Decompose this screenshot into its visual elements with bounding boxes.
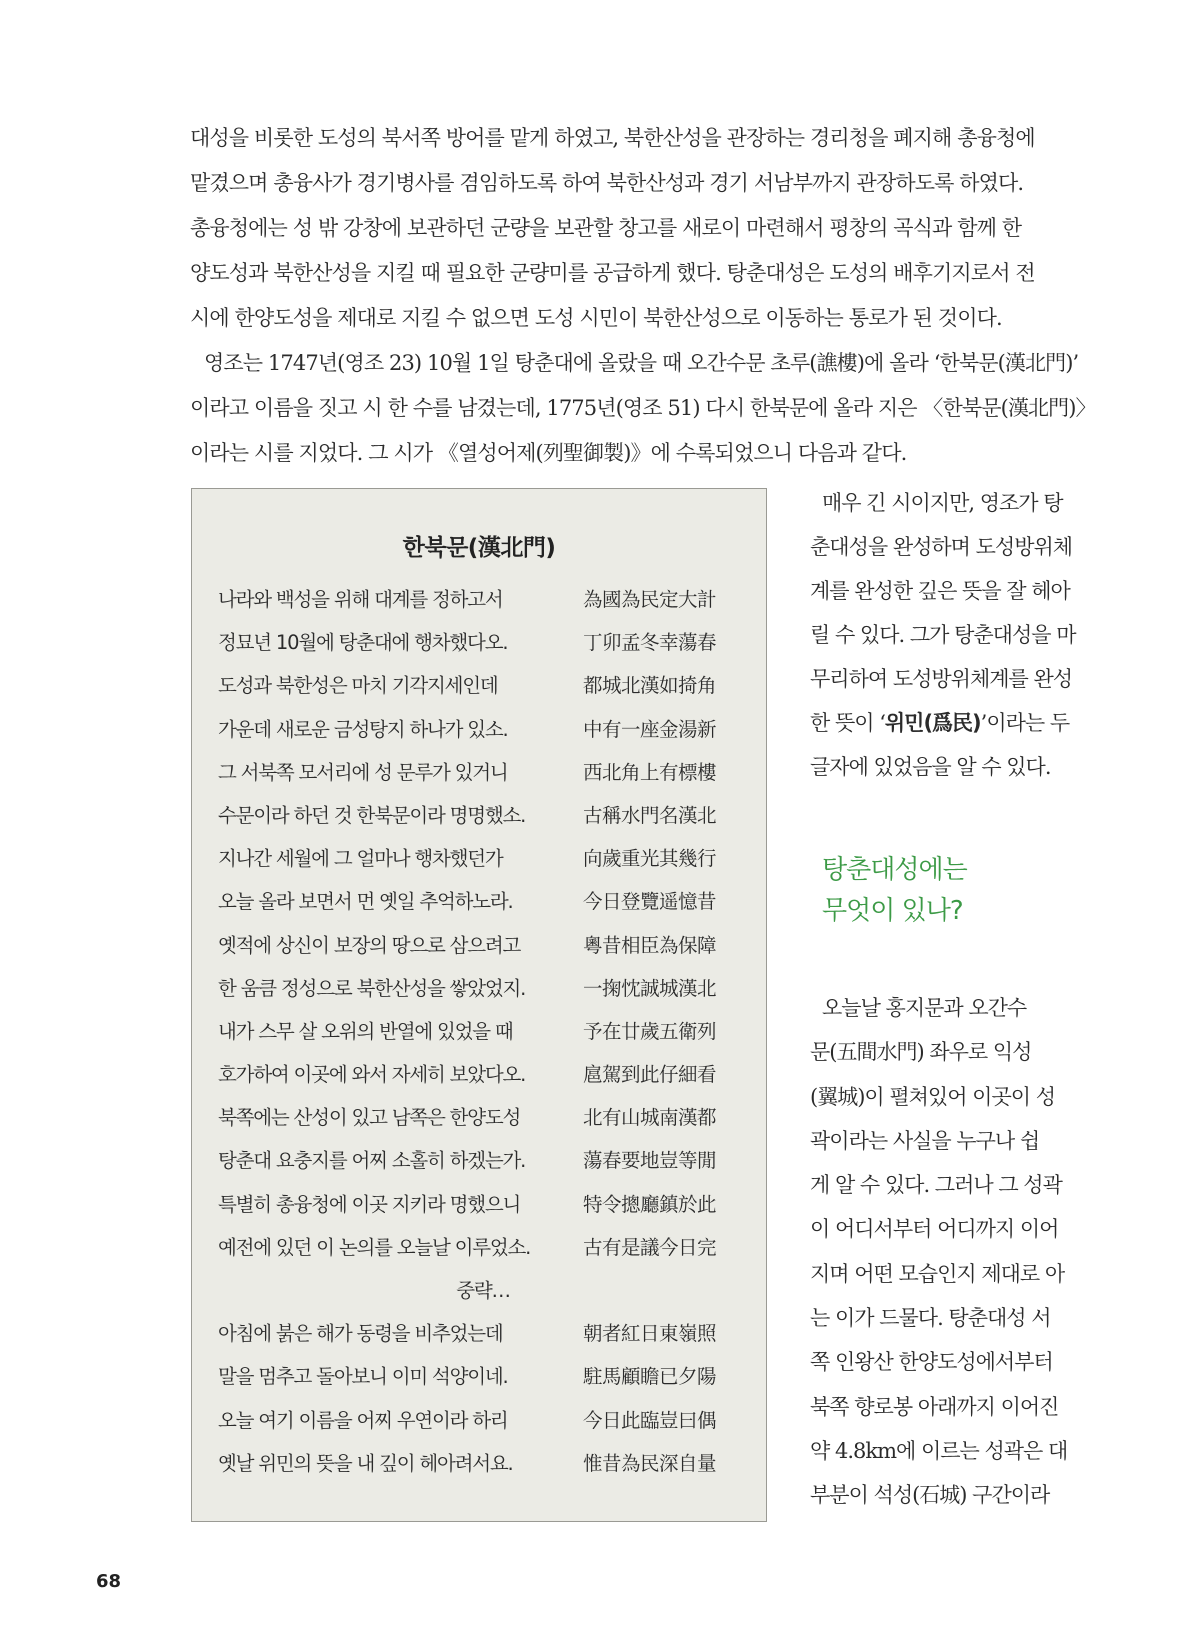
poem-hanja: 粵昔相臣為保障: [583, 933, 717, 957]
poem-hanja: 丁卯孟冬幸蕩春: [583, 631, 717, 655]
poem-korean: 옛날 위민의 뜻을 내 깊이 헤아려서요.: [218, 1451, 513, 1475]
poem-korean: 내가 스무 살 오위의 반열에 있었을 때: [218, 1019, 513, 1043]
poem-line: [218, 751, 748, 794]
section-line: 부분이 석성(石城) 구간이라: [810, 1483, 1050, 1508]
section-heading-line: 무엇이 있나?: [822, 896, 963, 926]
poem-hanja: 朝者紅日東嶺照: [583, 1322, 717, 1346]
poem-korean: 지나간 세월에 그 얼마나 행차했던가: [218, 847, 503, 871]
intro-line: 양도성과 북한산성을 지킬 때 필요한 군량미를 공급하게 했다. 탕춘대성은 도성의 배후기지로서 전: [190, 261, 1035, 285]
section-line: 곽이라는 사실을 누구나 쉽: [810, 1128, 1040, 1153]
section-line: 북쪽 향로봉 아래까지 이어진: [810, 1394, 1059, 1419]
side-text-before: 한 뜻이 ‘: [810, 711, 885, 735]
poem-hanja: 向歲重光其幾行: [583, 847, 717, 871]
poem-korean: 예전에 있던 이 논의를 오늘날 이루었소.: [218, 1235, 531, 1259]
poem-line: [218, 708, 748, 751]
poem-hanja: 為國為民定大計: [583, 588, 717, 611]
side-line: 무리하여 도성방위체계를 완성: [810, 667, 1073, 691]
poem-line: [218, 1010, 748, 1053]
section-line: 이 어디서부터 어디까지 이어: [810, 1217, 1059, 1242]
poem-omission: 중략…: [456, 1279, 510, 1302]
section-heading-line: 탕춘대성에는: [822, 855, 967, 885]
side-text-after: ’이라는 두: [980, 711, 1070, 735]
poem-korean: 수문이라 하던 것 한북문이라 명명했소.: [218, 803, 526, 827]
poem-line: [218, 1096, 748, 1139]
intro-line: 총융청에는 성 밖 강창에 보관하던 군량을 보관할 창고를 새로이 마련해서 평창의 곡식과 함께 한: [190, 216, 1022, 240]
poem-line: [218, 794, 748, 837]
poem-hanja: 予在廿歲五衛列: [583, 1019, 717, 1043]
poem-line: [218, 664, 748, 707]
intro-line: 대성을 비롯한 도성의 북서쪽 방어를 맡게 하였고, 북한산성을 관장하는 경리청을 폐지해 총융청에: [190, 126, 1035, 150]
poem-omission-row: [218, 1269, 748, 1312]
poem-hanja: 駐馬顧瞻已夕陽: [583, 1365, 717, 1389]
poem-hanja: 蕩春要地豈等閒: [583, 1149, 717, 1173]
poem-box: [191, 488, 767, 1522]
poem-korean: 오늘 올라 보면서 먼 옛일 추억하노라.: [218, 890, 513, 914]
section-line: 게 알 수 있다. 그러나 그 성곽: [810, 1173, 1062, 1198]
section-line: 오늘날 홍지문과 오간수: [822, 996, 1027, 1020]
poem-korean: 호가하여 이곳에 와서 자세히 보았다오.: [218, 1063, 526, 1087]
poem-hanja: 都城北漢如掎角: [583, 674, 717, 698]
poem-korean: 나라와 백성을 위해 대계를 정하고서: [218, 588, 503, 611]
poem-title: 한북문(漢北門): [402, 535, 556, 561]
section-body-text: [810, 986, 1084, 1518]
poem-line: [218, 924, 748, 967]
side-line: 매우 긴 시이지만, 영조가 탕: [822, 491, 1063, 515]
poem-lines: [218, 578, 748, 1485]
poem-line: [218, 1355, 748, 1398]
poem-hanja: 特令摠廳鎮於此: [583, 1192, 717, 1216]
poem-korean: 아침에 붉은 해가 동령을 비추었는데: [218, 1322, 503, 1346]
poem-korean: 특별히 총융청에 이곳 지키라 명했으니: [218, 1192, 521, 1216]
poem-line: [218, 1442, 748, 1485]
poem-korean: 도성과 북한성은 마치 기각지세인데: [218, 674, 498, 698]
poem-line: [218, 837, 748, 880]
intro-line: 맡겼으며 총융사가 경기병사를 겸임하도록 하여 북한산성과 경기 서남부까지 관장하도록 하였다.: [190, 171, 1024, 195]
section-line: 문(五間水門) 좌우로 익성: [810, 1040, 1032, 1065]
side-column-text: [810, 481, 1084, 789]
poem-korean: 북쪽에는 산성이 있고 남쪽은 한양도성: [218, 1106, 521, 1130]
side-line: 계를 완성한 깊은 뜻을 잘 헤아: [810, 579, 1070, 603]
poem-korean: 탕춘대 요충지를 어찌 소홀히 하겠는가.: [218, 1149, 526, 1173]
poem-line: [218, 1053, 748, 1096]
poem-korean: 오늘 여기 이름을 어찌 우연이라 하리: [218, 1408, 508, 1432]
poem-hanja: 古有是議今日完: [583, 1235, 717, 1259]
section-heading: [822, 850, 1082, 932]
side-line: 릴 수 있다. 그가 탕춘대성을 마: [810, 623, 1076, 647]
poem-hanja: 中有一座金湯新: [583, 717, 717, 741]
intro-line: 이라고 이름을 짓고 시 한 수를 남겼는데, 1775년(영조 51) 다시 한북문에 올라 지은 〈한북문(漢北門)〉: [190, 396, 1096, 420]
poem-line: [218, 880, 748, 923]
section-line: 지며 어떤 모습인지 제대로 아: [810, 1261, 1065, 1286]
poem-korean: 그 서북쪽 모서리에 성 문루가 있거니: [218, 760, 508, 784]
section-line: 쪽 인왕산 한양도성에서부터: [810, 1350, 1053, 1375]
intro-line: 시에 한양도성을 제대로 지킬 수 없으면 도성 시민이 북한산성으로 이동하는 통로가 된 것이다.: [190, 306, 1002, 330]
poem-hanja: 今日此臨豈曰偶: [583, 1408, 717, 1432]
poem-line: [218, 621, 748, 664]
poem-korean: 가운데 새로운 금성탕지 하나가 있소.: [218, 717, 508, 741]
poem-line: [218, 967, 748, 1010]
intro-line: 이라는 시를 지었다. 그 시가 《열성어제(列聖御製)》에 수록되었으니 다음과 같다.: [190, 441, 907, 465]
poem-hanja: 北有山城南漢都: [583, 1106, 717, 1130]
intro-line: 영조는 1747년(영조 23) 10월 1일 탕춘대에 올랐을 때 오간수문 초루(譙樓)에 올라 ‘한북문(漢北門)’: [204, 351, 1079, 375]
poem-korean: 한 움큼 정성으로 북한산성을 쌓았었지.: [218, 976, 526, 1000]
page-number: 68: [96, 1571, 122, 1592]
poem-hanja: 一掬忱誠城漢北: [583, 976, 717, 1000]
section-line: 약 4.8km에 이르는 성곽은 대: [810, 1438, 1068, 1463]
side-line: 춘대성을 완성하며 도성방위체: [810, 535, 1073, 559]
poem-line: [218, 1183, 748, 1226]
poem-korean: 말을 멈추고 돌아보니 이미 석양이네.: [218, 1365, 508, 1389]
poem-hanja: 古稱水門名漢北: [583, 803, 717, 827]
emphasis-wimin: 위민(爲民): [884, 711, 981, 735]
section-line: (翼城)이 펼쳐있어 이곳이 성: [810, 1084, 1055, 1109]
poem-korean: 정묘년 10월에 탕춘대에 행차했다오.: [218, 631, 508, 655]
poem-hanja: 西北角上有標樓: [583, 760, 717, 784]
poem-line: [218, 578, 748, 621]
intro-paragraphs: [190, 116, 1096, 476]
poem-hanja: 今日登覽遥憶昔: [583, 890, 717, 914]
poem-hanja: 惟昔為民深自量: [583, 1451, 717, 1475]
poem-korean: 옛적에 상신이 보장의 땅으로 삼으려고: [218, 933, 521, 957]
side-line-emphasis: [810, 701, 1084, 745]
poem-line: [218, 1399, 748, 1442]
section-line: 는 이가 드물다. 탕춘대성 서: [810, 1306, 1051, 1331]
poem-line: [218, 1139, 748, 1182]
poem-line: [218, 1226, 748, 1269]
poem-hanja: 扈駕到此仔細看: [583, 1063, 717, 1087]
side-line: 글자에 있었음을 알 수 있다.: [810, 755, 1051, 779]
poem-line: [218, 1312, 748, 1355]
